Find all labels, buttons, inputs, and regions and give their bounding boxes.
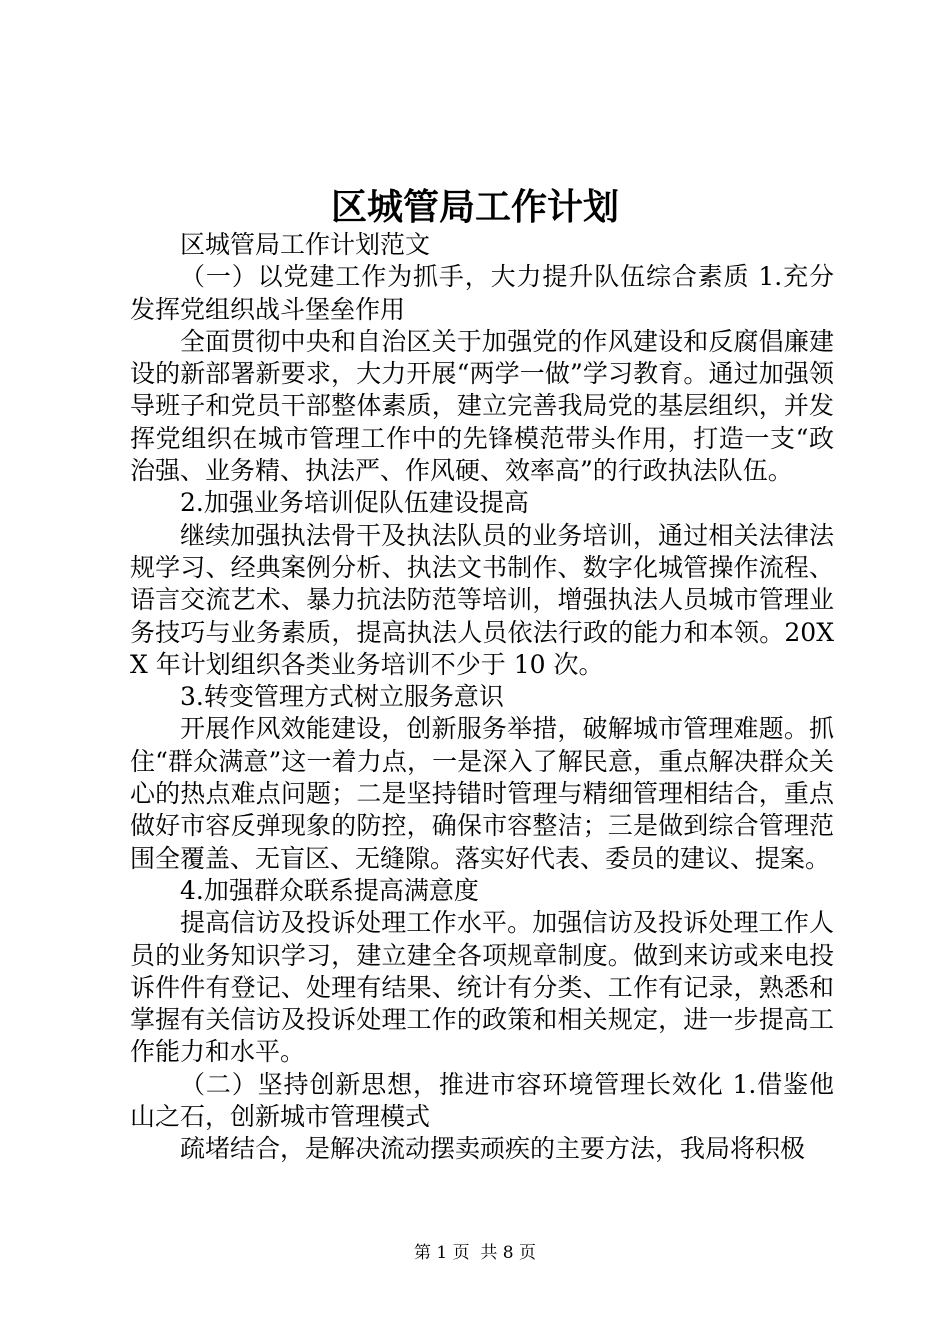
subtitle-paragraph: 区城管局工作计划范文 [180,230,431,259]
body-paragraph: 提高信访及投诉处理工作水平。加强信访及投诉处理工作人员的业务知识学习，建立建全各项规章制度。做到来访或来电投诉件件有登记、处理有结果、统计有分类、工作有记录，熟悉和掌握有关信访及投诉处理工作的政策和相关规定，进一步提高工作能力和水平。 [130,908,834,1067]
body-paragraph: 全面贯彻中央和自治区关于加强党的作风建设和反腐倡廉建设的新部署新要求，大力开展“两学一做”学习教育。通过加强领导班子和党员干部整体素质，建立完善我局党的基层组织，并发挥党组织在城市管理工作中的先锋模范带头作用，打造一支“政治强、业务精、执法严、作风硬、效率高”的行政执法队伍。 [130,326,834,486]
body-paragraph: 开展作风效能建设，创新服务举措，破解城市管理难题。抓住“群众满意”这一着力点，一是深入了解民意，重点解决群众关心的热点难点问题；二是坚持错时管理与精细管理相结合，重点做好市容反弹现象的防控，确保市容整洁；三是做到综合管理范围全覆盖、无盲区、无缝隙。落实好代表、委员的建议、提案。 [130,714,834,873]
body-paragraph: 继续加强执法骨干及执法队员的业务培训，通过相关法律法规学习、经典案例分析、执法文书制作、数字化城管操作流程、语言交流艺术、暴力抗法防范等培训，增强执法人员城市管理业务技巧与业务素质，提高执法人员依法行政的能力和本领。20XX 年计划组织各类业务培训不少于 10 次。 [130,520,834,679]
document-body [130,229,834,1166]
subsection-heading: 3.转变管理方式树立服务意识 [180,682,504,712]
section-heading: （一）以党建工作为抓手，大力提升队伍综合素质 1.充分发挥党组织战斗堡垒作用 [130,262,834,324]
document-title: 区城管局工作计划 [330,186,619,228]
subsection-heading: 4.加强群众联系提高满意度 [180,875,479,905]
subsection-heading: 2.加强业务培训促队伍建设提高 [180,488,529,518]
page-number-footer: 第 1 页 共 8 页 [413,1243,537,1263]
section-heading: （二）坚持创新思想，推进市容环境管理长效化 1.借鉴他山之石，创新城市管理模式 [130,1069,834,1132]
body-paragraph: 疏堵结合，是解决流动摆卖顽疾的主要方法，我局将积极 [180,1134,806,1164]
